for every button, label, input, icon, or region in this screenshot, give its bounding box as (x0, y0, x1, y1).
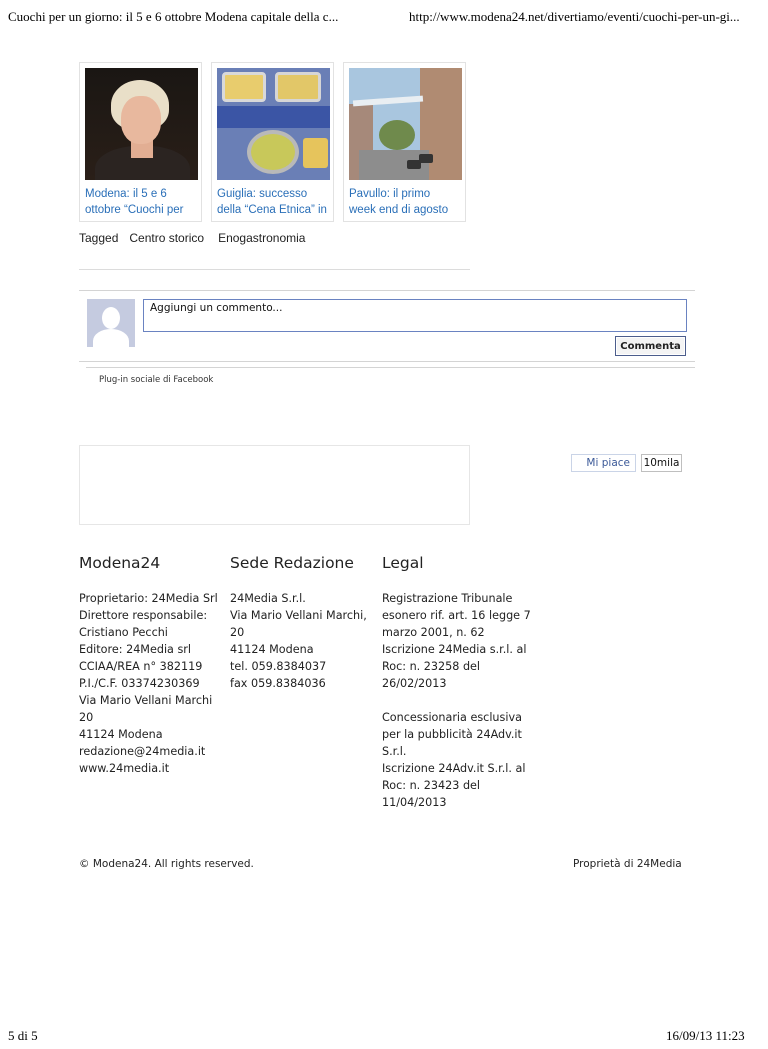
street-photo-thumbnail[interactable] (349, 68, 462, 180)
footer-line: 24Media S.r.l. (230, 592, 306, 605)
footer-line: Roc: n. 23258 del (382, 660, 481, 673)
footer-line: S.r.l. (382, 745, 407, 758)
copyright-text: © Modena24. All rights reserved. (79, 858, 254, 870)
print-page-number: 5 di 5 (8, 1028, 38, 1043)
default-avatar-icon (87, 299, 135, 347)
footer-line: 41124 Modena (79, 728, 163, 741)
related-article-card[interactable] (79, 62, 202, 222)
tags-label: Tagged (79, 231, 119, 245)
owner-text: Proprietà di 24Media (573, 858, 682, 870)
related-article-link[interactable]: Guiglia: successo della “Cena Etnica” in (217, 188, 327, 216)
footer-column-title: Sede Redazione (230, 554, 354, 572)
footer-line: Via Mario Vellani Marchi (79, 694, 213, 707)
comment-button[interactable]: Commenta (615, 336, 686, 356)
footer-line: 26/02/2013 (382, 677, 447, 690)
related-articles (79, 62, 466, 222)
footer-line: 11/04/2013 (382, 796, 447, 809)
comment-input[interactable]: Aggiungi un commento... (143, 299, 687, 332)
footer-line: Direttore responsabile: (79, 609, 208, 622)
like-button[interactable]: Mi piace (571, 454, 636, 472)
related-article-card[interactable] (343, 62, 466, 222)
related-article-link[interactable]: Pavullo: il primo week end di agosto (349, 188, 449, 216)
footer-line: Editore: 24Media srl (79, 643, 192, 656)
footer-line: CCIAA/REA n° 382119 (79, 660, 203, 673)
footer-line: P.I./C.F. 03374230369 (79, 677, 200, 690)
footer-line: Iscrizione 24Media s.r.l. al (382, 643, 527, 656)
footer-line: tel. 059.8384037 (230, 660, 327, 673)
related-article-link[interactable]: Modena: il 5 e 6 ottobre “Cuochi per (85, 188, 184, 216)
tag-link[interactable]: Centro storico (129, 231, 205, 245)
related-article-card[interactable] (211, 62, 334, 222)
portrait-photo-thumbnail[interactable] (85, 68, 198, 180)
footer-column-modena24 (79, 554, 224, 777)
like-count: 10mila (641, 454, 682, 472)
footer-line: Via Mario Vellani Marchi, (230, 609, 367, 622)
footer-line: 20 (79, 711, 94, 724)
footer-column-legal (382, 554, 532, 811)
facebook-comments-box (79, 290, 695, 362)
print-page-title: Cuochi per un giorno: il 5 e 6 ottobre Modena capitale della c... (8, 9, 339, 24)
tags-row (79, 231, 319, 245)
footer-line: Proprietario: 24Media Srl (79, 592, 218, 605)
footer-line: fax 059.8384036 (230, 677, 326, 690)
footer-line: marzo 2001, n. 62 (382, 626, 485, 639)
tag-link[interactable]: Enogastronomia (218, 231, 306, 245)
footer-line: 41124 Modena (230, 643, 314, 656)
divider (79, 269, 470, 270)
footer-column-title: Modena24 (79, 554, 161, 572)
footer-line: Registrazione Tribunale (382, 592, 513, 605)
ad-placeholder (79, 445, 470, 525)
footer-line: redazione@24media.it (79, 745, 206, 758)
print-page-url: http://www.modena24.net/divertiamo/eventi/cuochi-per-un-gi... (409, 9, 740, 24)
footer-line: per la pubblicità 24Adv.it (382, 728, 522, 741)
footer-line: Concessionaria esclusiva (382, 711, 522, 724)
footer-line: Roc: n. 23423 del (382, 779, 481, 792)
footer-line: www.24media.it (79, 762, 170, 775)
footer-line: Cristiano Pecchi (79, 626, 168, 639)
footer-line: esonero rif. art. 16 legge 7 (382, 609, 531, 622)
print-datetime: 16/09/13 11:23 (666, 1028, 745, 1043)
footer-line: Iscrizione 24Adv.it S.r.l. al (382, 762, 526, 775)
footer-line: 20 (230, 626, 245, 639)
facebook-plugin-label[interactable]: Plug-in sociale di Facebook (99, 375, 214, 385)
footer-column-sede-redazione (230, 554, 375, 692)
divider (86, 367, 695, 368)
footer-column-title: Legal (382, 554, 424, 572)
food-trays-photo-thumbnail[interactable] (217, 68, 330, 180)
